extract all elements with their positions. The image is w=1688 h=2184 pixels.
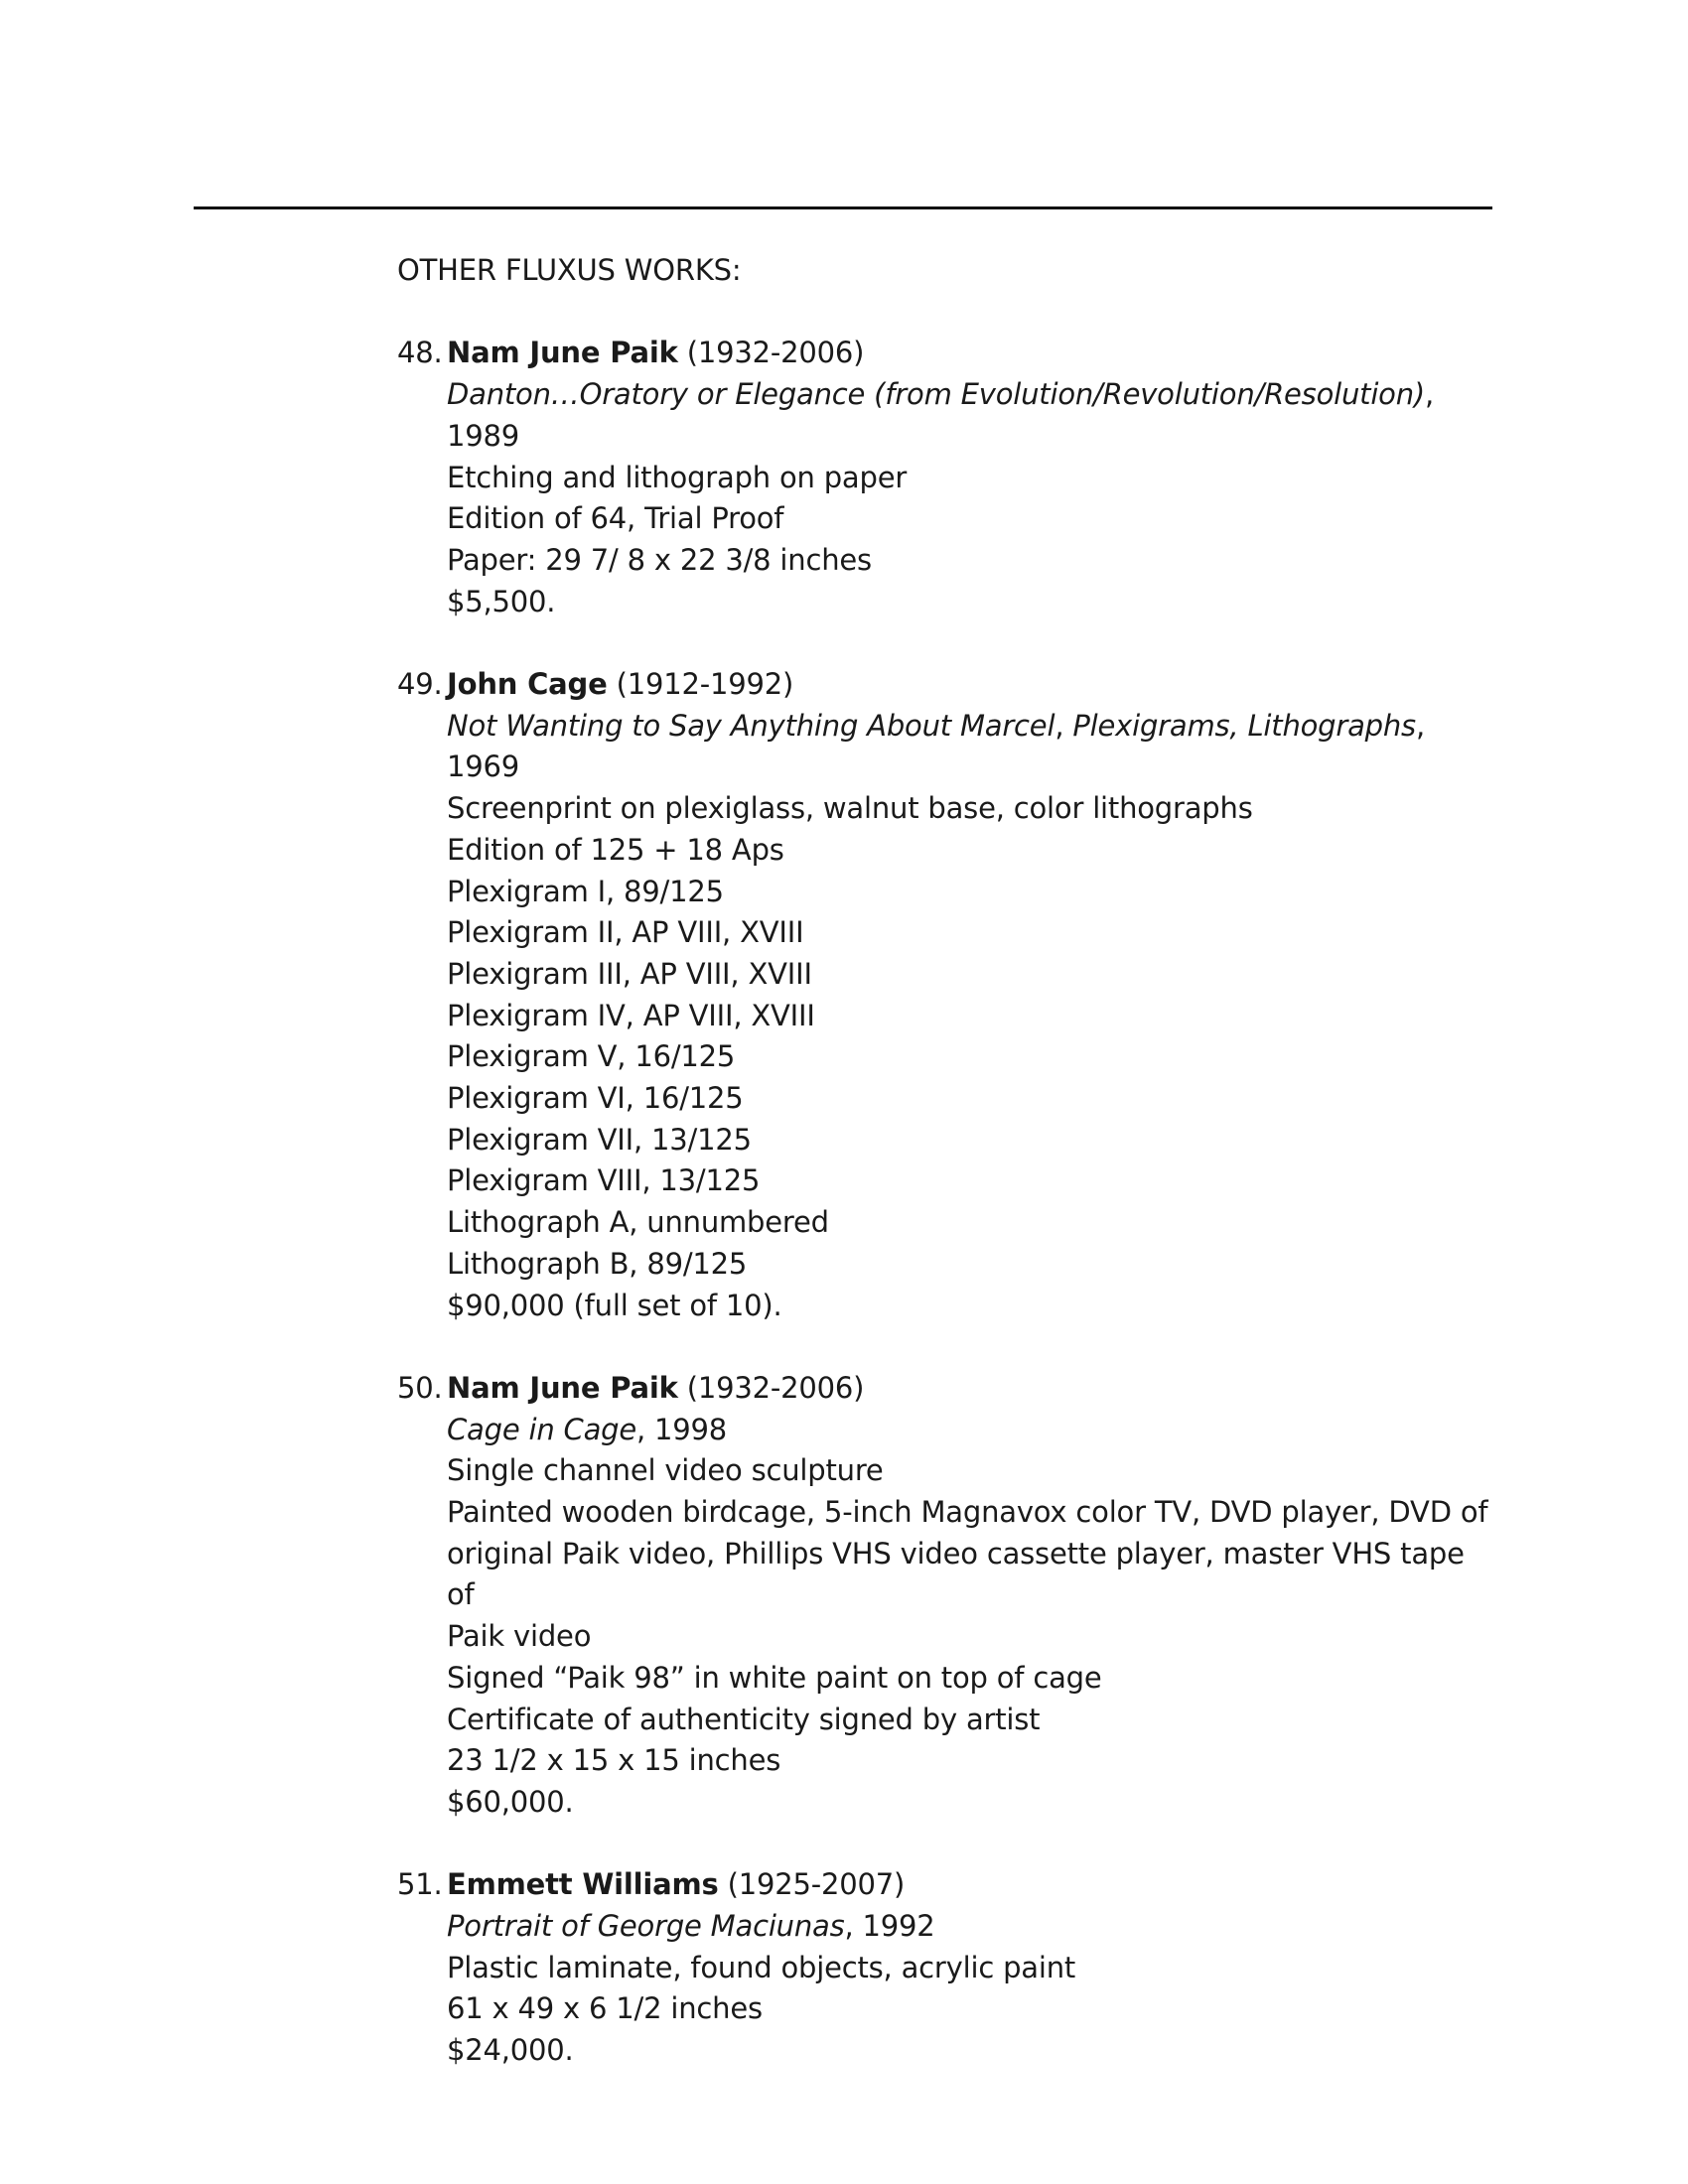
work-year: , 1998 [636, 1412, 728, 1446]
entry-details [397, 1906, 1489, 2072]
detail-line: Lithograph A, unnumbered [447, 1205, 829, 1240]
detail-line: Signed “Paik 98” in white paint on top of cage [447, 1660, 1102, 1695]
entry-number: 50. [397, 1370, 443, 1405]
detail-line: Paper: 29 7/ 8 x 22 3/8 inches [447, 542, 872, 577]
entry-header [397, 1368, 1489, 1410]
detail-line: 23 1/2 x 15 x 15 inches [447, 1743, 781, 1778]
entry-details [397, 374, 1489, 622]
detail-line: 61 x 49 x 6 1/2 inches [447, 1991, 763, 2026]
work-title-line [447, 1906, 1489, 1948]
detail-line: Painted wooden birdcage, 5-inch Magnavox color TV, DVD player, DVD of [447, 1495, 1488, 1530]
entry-header [397, 664, 1489, 706]
catalog-entry-49 [397, 664, 1489, 1326]
title-separator: , [1055, 708, 1073, 743]
detail-line: original Paik video, Phillips VHS video cassette player, master VHS tape of [447, 1536, 1465, 1612]
artist-dates: (1925-2007) [727, 1867, 906, 1902]
document-body [397, 250, 1489, 2114]
work-title-line [447, 706, 1489, 788]
entry-number: 49. [397, 667, 443, 701]
detail-line: Plexigram VI, 16/125 [447, 1081, 744, 1116]
entry-header [397, 1864, 1489, 1906]
detail-line: Plexigram II, AP VIII, XVIII [447, 915, 804, 950]
detail-line: Plexigram VIII, 13/125 [447, 1163, 761, 1198]
work-title-line [447, 374, 1489, 457]
detail-line: Edition of 125 + 18 Aps [447, 832, 784, 867]
price: $60,000. [447, 1784, 574, 1819]
work-subtitle: Plexigrams, Lithographs [1072, 708, 1416, 743]
price: $24,000. [447, 2033, 574, 2068]
work-title: Not Wanting to Say Anything About Marcel [447, 708, 1055, 743]
entry-number: 51. [397, 1867, 443, 1902]
work-title: Cage in Cage [447, 1412, 637, 1446]
entry-details [397, 706, 1489, 1327]
artist-dates: (1932-2006) [686, 1370, 865, 1405]
entry-number: 48. [397, 336, 443, 370]
header-rule [194, 206, 1492, 209]
section-heading: OTHER FLUXUS WORKS: [397, 253, 742, 287]
price: $5,500. [447, 584, 556, 618]
detail-line: Plastic laminate, found objects, acrylic paint [447, 1950, 1076, 1984]
detail-line: Edition of 64, Trial Proof [447, 501, 784, 536]
detail-line: Etching and lithograph on paper [447, 460, 908, 494]
entry-details [397, 1410, 1489, 1824]
detail-line: Plexigram III, AP VIII, XVIII [447, 956, 812, 991]
work-year: , 1989 [447, 377, 1435, 453]
detail-line: Plexigram IV, AP VIII, XVIII [447, 998, 815, 1032]
artist-dates: (1912-1992) [616, 667, 794, 701]
work-year: , 1992 [844, 1909, 935, 1944]
detail-line: Lithograph B, 89/125 [447, 1246, 748, 1281]
work-title-line [447, 1410, 1489, 1451]
work-title: Portrait of George Maciunas [447, 1909, 845, 1944]
detail-line: Single channel video sculpture [447, 1453, 884, 1488]
price: $90,000 (full set of 10). [447, 1288, 782, 1322]
artist-name: Nam June Paik [447, 336, 678, 370]
catalog-entry-48 [397, 333, 1489, 622]
artist-name: Emmett Williams [447, 1867, 719, 1902]
detail-line: Plexigram V, 16/125 [447, 1039, 736, 1074]
detail-line: Screenprint on plexiglass, walnut base, color lithographs [447, 791, 1253, 826]
entry-header [397, 333, 1489, 374]
work-year: , 1969 [447, 708, 1425, 784]
artist-name: John Cage [447, 667, 608, 701]
artist-dates: (1932-2006) [686, 336, 865, 370]
detail-line: Certificate of authenticity signed by artist [447, 1702, 1041, 1736]
catalog-entry-51 [397, 1864, 1489, 2072]
detail-line: Paik video [447, 1619, 592, 1654]
detail-line: Plexigram VII, 13/125 [447, 1122, 752, 1157]
artist-name: Nam June Paik [447, 1370, 678, 1405]
work-title: Danton…Oratory or Elegance (from Evolution/Revolution/Resolution) [447, 377, 1426, 412]
catalog-entry-50 [397, 1368, 1489, 1824]
detail-line: Plexigram I, 89/125 [447, 874, 724, 908]
